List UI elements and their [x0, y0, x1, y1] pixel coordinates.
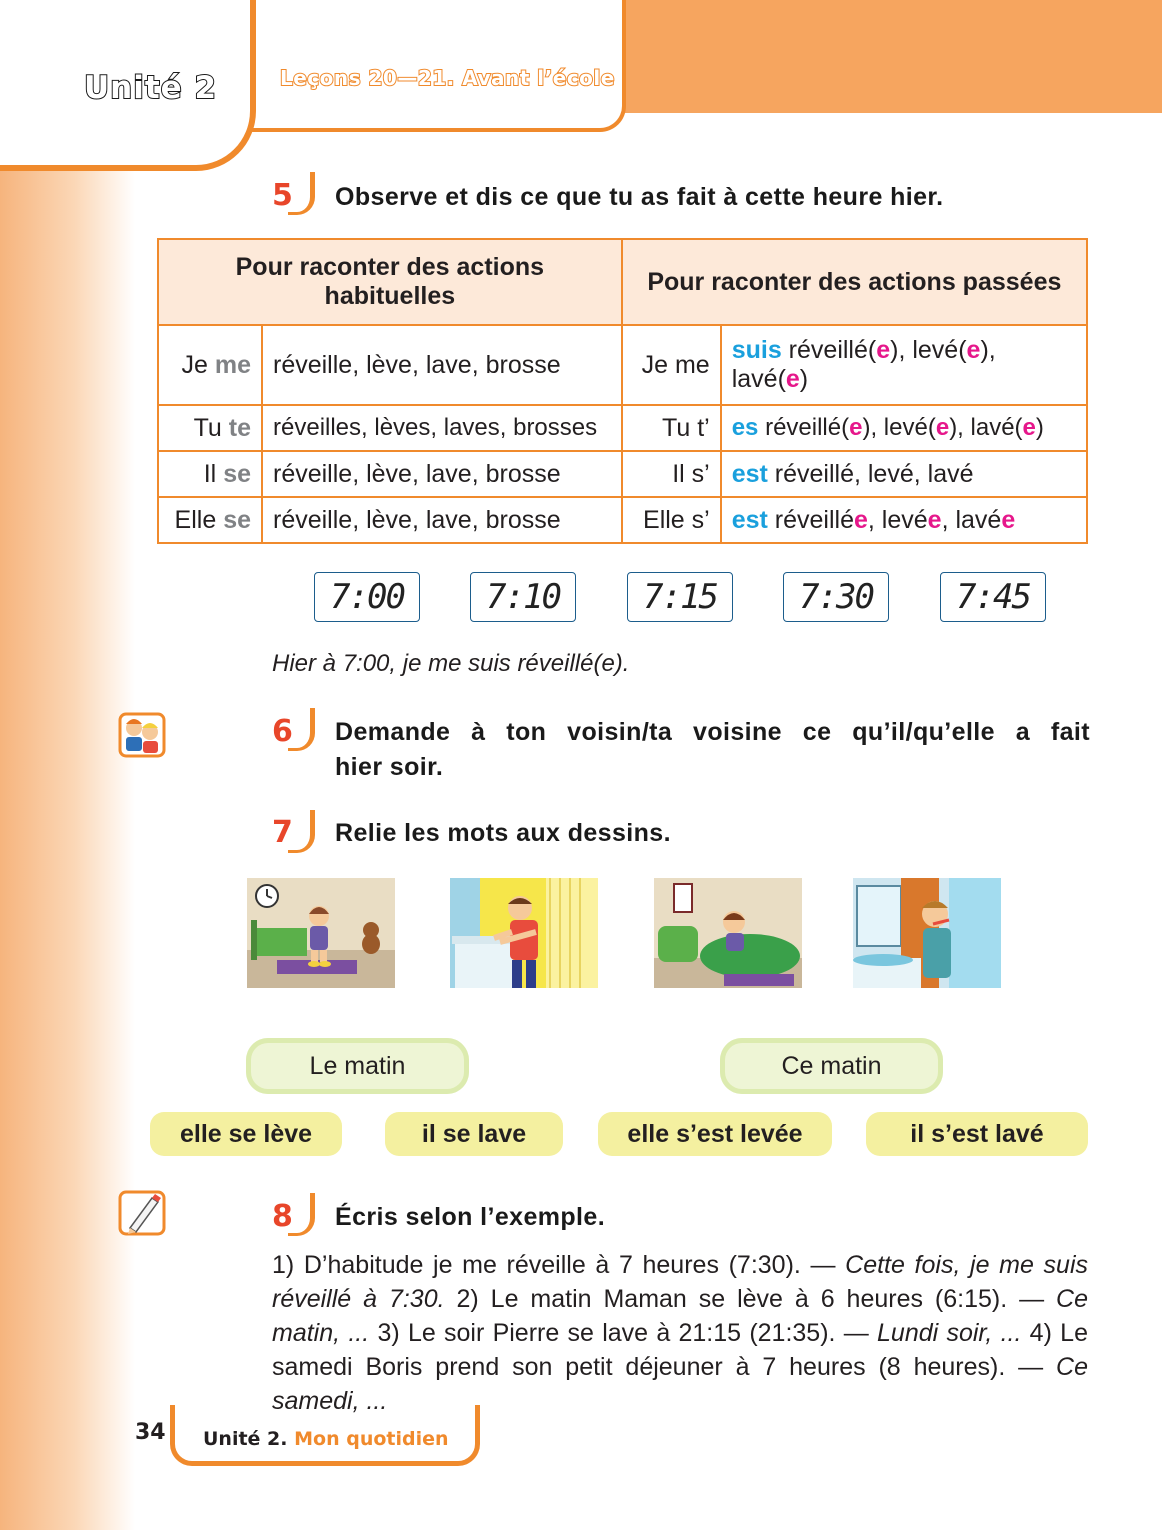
header-band	[600, 0, 1162, 113]
unit-title: Unité 2	[84, 70, 218, 106]
table-row	[158, 325, 1087, 405]
clock-display: 7:15	[627, 572, 733, 622]
example-sentence: Hier à 7:00, je me suis réveillé(e).	[272, 650, 630, 677]
phrase-box-le-matin: Le matin	[246, 1038, 469, 1094]
table-row	[158, 405, 1087, 451]
exercise-6-number: 6	[272, 714, 293, 749]
boy-washes-picture	[450, 878, 598, 988]
verb-cell: réveilles, lèves, laves, brosses	[262, 405, 622, 451]
pronoun-cell: Il se	[158, 451, 262, 497]
phrase-il-s-est-lave: il s’est lavé	[866, 1112, 1088, 1156]
pencil-icon	[118, 1188, 168, 1238]
pronoun-cell: Il s’	[622, 451, 721, 497]
exercise-8-title: Écris selon l’exemple.	[335, 1203, 606, 1231]
girl-in-bed-picture	[654, 878, 802, 988]
exercise-5-number: 5	[272, 178, 293, 213]
lesson-title: Leçons 20—21. Avant l’école	[280, 66, 615, 90]
pronoun-cell: Elle se	[158, 497, 262, 543]
left-margin-strip	[0, 0, 135, 1530]
exercise-6-title-line1: Demande à ton voisin/ta voisine ce qu’il/qu’elle a fait	[335, 718, 1090, 746]
pronoun-cell: Je me	[158, 325, 262, 405]
clock-display: 7:00	[314, 572, 420, 622]
phrase-box-ce-matin: Ce matin	[720, 1038, 943, 1094]
pronoun-cell: Elle s’	[622, 497, 721, 543]
pronoun-cell: Je me	[622, 325, 721, 405]
verb-cell: réveille, lève, lave, brosse	[262, 497, 622, 543]
exercise-5-title: Observe et dis ce que tu as fait à cette heure hier.	[335, 183, 944, 211]
exercise-7-number: 7	[272, 815, 293, 850]
verb-cell: réveille, lève, lave, brosse	[262, 325, 622, 405]
clock-display: 7:45	[940, 572, 1046, 622]
verb-cell: est réveillé, levé, lavé	[721, 451, 1087, 497]
girl-wakes-up-picture	[247, 878, 395, 988]
verb-cell: réveille, lève, lave, brosse	[262, 451, 622, 497]
exercise-6-title-line2: hier soir.	[335, 753, 444, 781]
table-row	[158, 497, 1087, 543]
exercise-8-text: 1) D’habitude je me réveille à 7 heures (7:30). — Cette fois, je me suis réveillé à 7:30. 2) Le matin Maman se lève à 6 heures (6:15). — Ce matin, ... 3) Le soir Pierre se lave à 21:15 (21:35). — Lundi soir, ... 4) Le samedi Boris prend son petit déjeuner à 7 heures (8 heures). — Ce samedi, ...	[272, 1251, 1089, 1415]
conjugation-table	[157, 238, 1088, 544]
phrase-elle-se-leve: elle se lève	[150, 1112, 342, 1156]
phrase-il-se-lave: il se lave	[385, 1112, 563, 1156]
phrase-elle-s-est-levee: elle s’est levée	[598, 1112, 832, 1156]
pronoun-cell: Tu t’	[622, 405, 721, 451]
table-row	[158, 451, 1087, 497]
verb-cell: suis réveillé(e), levé(e), lavé(e)	[721, 325, 1087, 405]
verb-cell: est réveillée, levée, lavée	[721, 497, 1087, 543]
pair-work-icon	[118, 710, 168, 760]
clock-display: 7:10	[470, 572, 576, 622]
table-header-habitual: Pour raconter des actions habituelles	[158, 239, 622, 325]
boy-brushes-teeth-picture	[853, 878, 1001, 988]
footer-title: Unité 2. Mon quotidien	[203, 1428, 449, 1450]
clock-display: 7:30	[783, 572, 889, 622]
exercise-7-title: Relie les mots aux dessins.	[335, 819, 671, 847]
verb-cell: es réveillé(e), levé(e), lavé(e)	[721, 405, 1087, 451]
pronoun-cell: Tu te	[158, 405, 262, 451]
exercise-8-number: 8	[272, 1199, 293, 1234]
table-header-past: Pour raconter des actions passées	[622, 239, 1087, 325]
page-number: 34	[135, 1420, 166, 1445]
